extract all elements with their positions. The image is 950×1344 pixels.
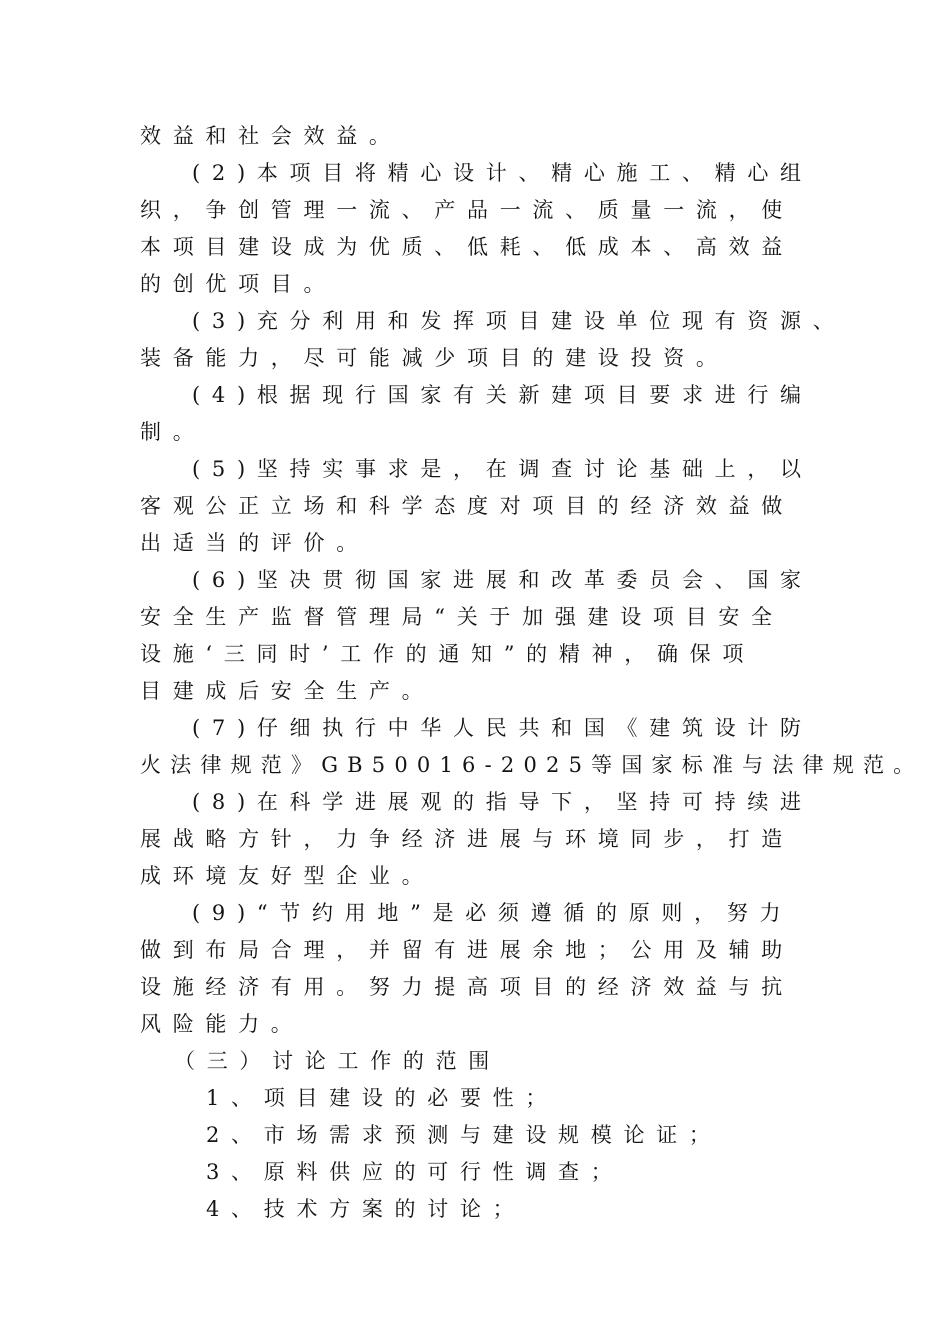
section-heading: （三）讨论工作的范围 — [174, 1049, 501, 1073]
list-item: 3、原料供应的可行性调查； — [206, 1160, 624, 1184]
paragraph-7-start: (7)仔细执行中华人民共和国《建筑设计防 — [192, 716, 813, 740]
text-line: 展战略方针，力争经济进展与环境同步，打造 — [140, 827, 794, 851]
list-item: 2、市场需求预测与建设规模论证； — [206, 1123, 722, 1147]
paragraph-4-start: (4)根据现行国家有关新建项目要求进行编 — [192, 383, 813, 407]
paragraph-9-start: (9)“节约用地”是必须遵循的原则，努力 — [192, 901, 793, 925]
paragraph-8-start: (8)在科学进展观的指导下，坚持可持续进 — [192, 790, 813, 814]
text-line: 客观公正立场和科学态度对项目的经济效益做 — [140, 494, 794, 518]
list-item: 4、技术方案的讨论； — [206, 1197, 526, 1221]
paragraph-3-start: (3)充分利用和发挥项目建设单位现有资源、 — [192, 309, 846, 333]
text-line: 本项目建设成为优质、低耗、低成本、高效益 — [140, 235, 794, 259]
text-line: 风险能力。 — [140, 1012, 304, 1036]
paragraph-5-start: (5)坚持实事求是，在调查讨论基础上，以 — [192, 457, 813, 481]
text-line: 设施经济有用。努力提高项目的经济效益与抗 — [140, 975, 794, 999]
text-line: 效益和社会效益。 — [140, 124, 402, 148]
text-line: 成环境友好型企业。 — [140, 864, 435, 888]
text-line: 安全生产监督管理局“关于加强建设项目安全 — [140, 605, 784, 629]
text-line: 制。 — [140, 420, 206, 444]
list-item: 1、项目建设的必要性； — [206, 1086, 559, 1110]
paragraph-6-start: (6)坚决贯彻国家进展和改革委员会、国家 — [192, 568, 813, 592]
text-line: 的创优项目。 — [140, 272, 337, 296]
paragraph-2-start: (2)本项目将精心设计、精心施工、精心组 — [192, 161, 813, 185]
text-line: 织，争创管理一流、产品一流、质量一流，使 — [140, 198, 794, 222]
text-line: 出适当的评价。 — [140, 531, 369, 555]
text-line: 设施‘三同时’工作的通知”的精神，确保项 — [140, 642, 756, 666]
text-line: 火法律规范》GB50016-2025等国家标准与法律规范。 — [140, 753, 924, 777]
text-line: 做到布局合理，并留有进展余地；公用及辅助 — [140, 938, 794, 962]
text-line: 目建成后安全生产。 — [140, 679, 435, 703]
text-line: 装备能力，尽可能减少项目的建设投资。 — [140, 346, 729, 370]
